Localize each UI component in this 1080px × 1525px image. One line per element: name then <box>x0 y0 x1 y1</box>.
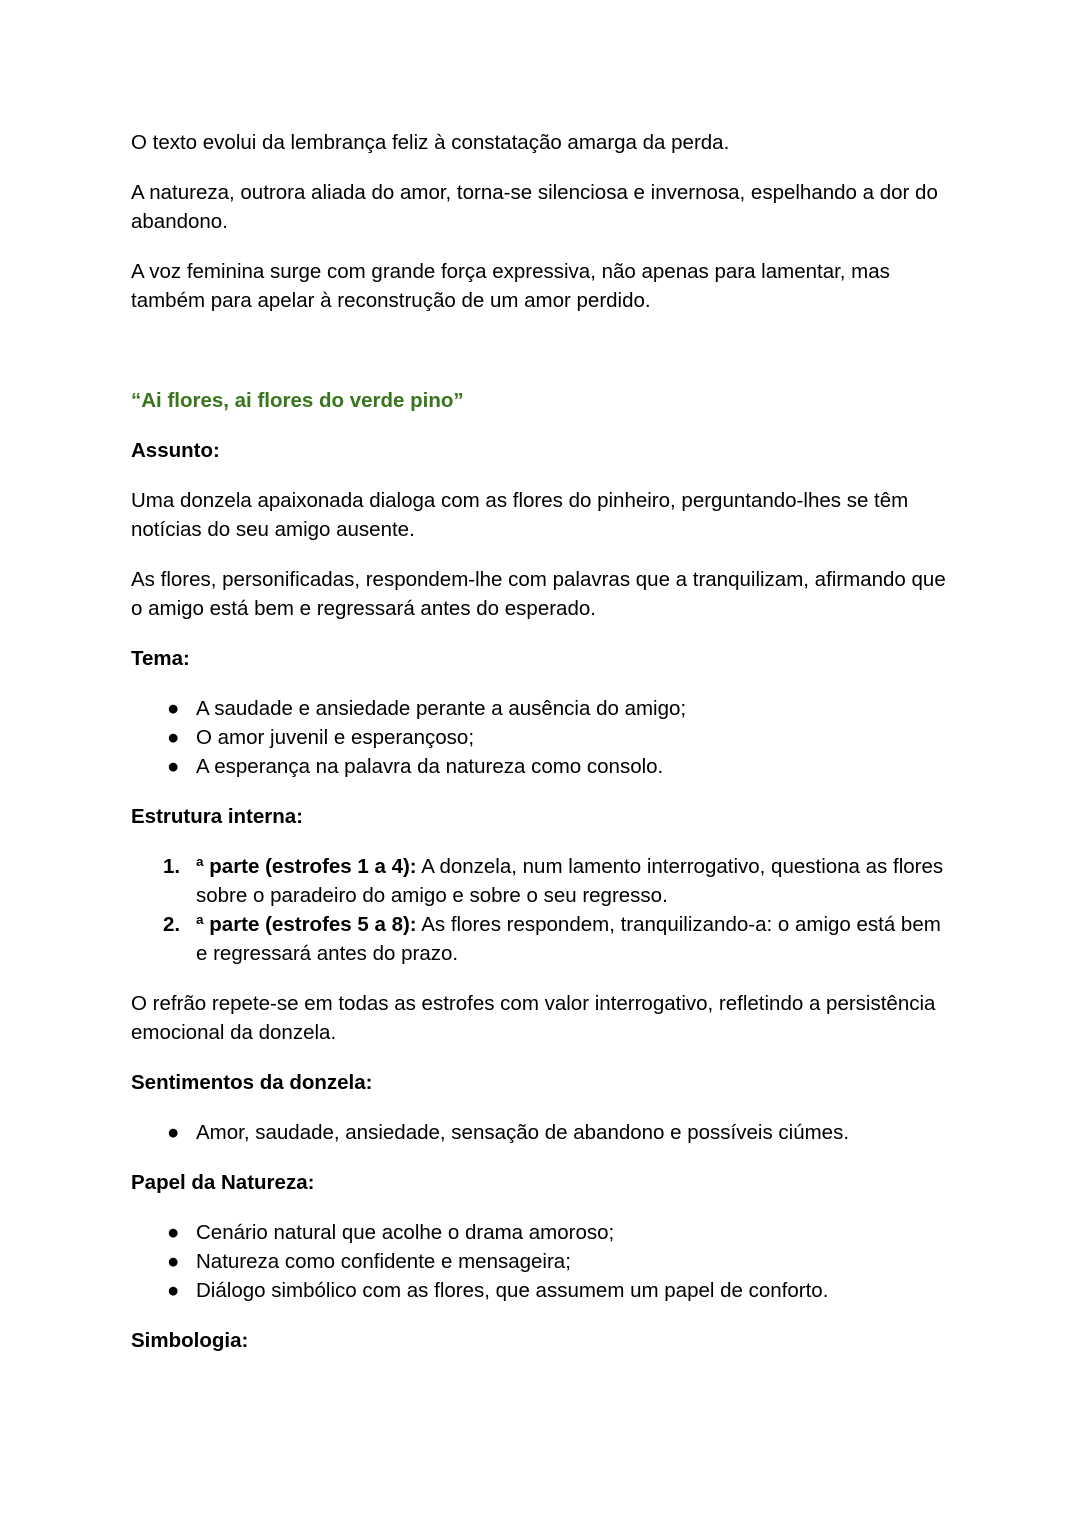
bullet-icon: ● <box>167 1250 180 1273</box>
list-item: ● Amor, saudade, ansiedade, sensação de abandono e possíveis ciúmes. <box>131 1118 951 1147</box>
natureza-label: Papel da Natureza: <box>131 1171 315 1194</box>
simbologia-label: Simbologia: <box>131 1329 249 1352</box>
tema-label: Tema: <box>131 647 190 670</box>
document-page <box>131 128 951 1376</box>
assunto-paragraph-2: As flores, personificadas, respondem-lhe com palavras que a tranquilizam, afirmando que o amigo está bem e regressará antes do esperado. <box>131 568 946 620</box>
bullet-icon: ● <box>167 1121 180 1144</box>
estrutura-label: Estrutura interna: <box>131 805 303 828</box>
bullet-icon: ● <box>167 726 180 749</box>
list-item <box>131 852 951 910</box>
list-item: ● Natureza como confidente e mensageira; <box>131 1247 951 1276</box>
list-item: ● O amor juvenil e esperançoso; <box>131 723 951 752</box>
tema-list <box>131 694 951 781</box>
part-text: As flores respondem, tranquilizando-a: o amigo está bem e regressará antes do prazo. <box>196 913 941 965</box>
intro-paragraph-2: A natureza, outrora aliada do amor, torna-se silenciosa e invernosa, espelhando a dor do abandono. <box>131 181 938 233</box>
part-text: A donzela, num lamento interrogativo, questiona as flores sobre o paradeiro do amigo e sobre o seu regresso. <box>196 855 944 907</box>
poem-title: “Ai flores, ai flores do verde pino” <box>131 389 464 412</box>
intro-paragraph-3: A voz feminina surge com grande força expressiva, não apenas para lamentar, mas também para apelar à reconstrução de um amor perdido. <box>131 260 890 312</box>
sentimentos-list <box>131 1118 951 1147</box>
list-number: 2. <box>163 913 181 936</box>
assunto-label: Assunto: <box>131 439 220 462</box>
list-item: ● Diálogo simbólico com as flores, que assumem um papel de conforto. <box>131 1276 951 1305</box>
bullet-icon: ● <box>167 697 180 720</box>
part-label: ª parte (estrofes 5 a 8): <box>196 913 417 936</box>
list-number: 1. <box>163 855 181 878</box>
refrao-paragraph: O refrão repete-se em todas as estrofes com valor interrogativo, refletindo a persistência emocional da donzela. <box>131 992 936 1044</box>
list-item <box>131 910 951 968</box>
list-item: ● Cenário natural que acolhe o drama amoroso; <box>131 1218 951 1247</box>
bullet-icon: ● <box>167 1221 180 1244</box>
estrutura-list <box>131 852 951 968</box>
part-label: ª parte (estrofes 1 a 4): <box>196 855 417 878</box>
list-item: ● A esperança na palavra da natureza como consolo. <box>131 752 951 781</box>
sentimentos-label: Sentimentos da donzela: <box>131 1071 373 1094</box>
list-item: ● A saudade e ansiedade perante a ausência do amigo; <box>131 694 951 723</box>
assunto-paragraph-1: Uma donzela apaixonada dialoga com as flores do pinheiro, perguntando-lhes se têm notícias do seu amigo ausente. <box>131 489 909 541</box>
section-spacer <box>131 336 951 386</box>
natureza-list <box>131 1218 951 1305</box>
bullet-icon: ● <box>167 1279 180 1302</box>
bullet-icon: ● <box>167 755 180 778</box>
intro-paragraph-1: O texto evolui da lembrança feliz à constatação amarga da perda. <box>131 131 730 154</box>
